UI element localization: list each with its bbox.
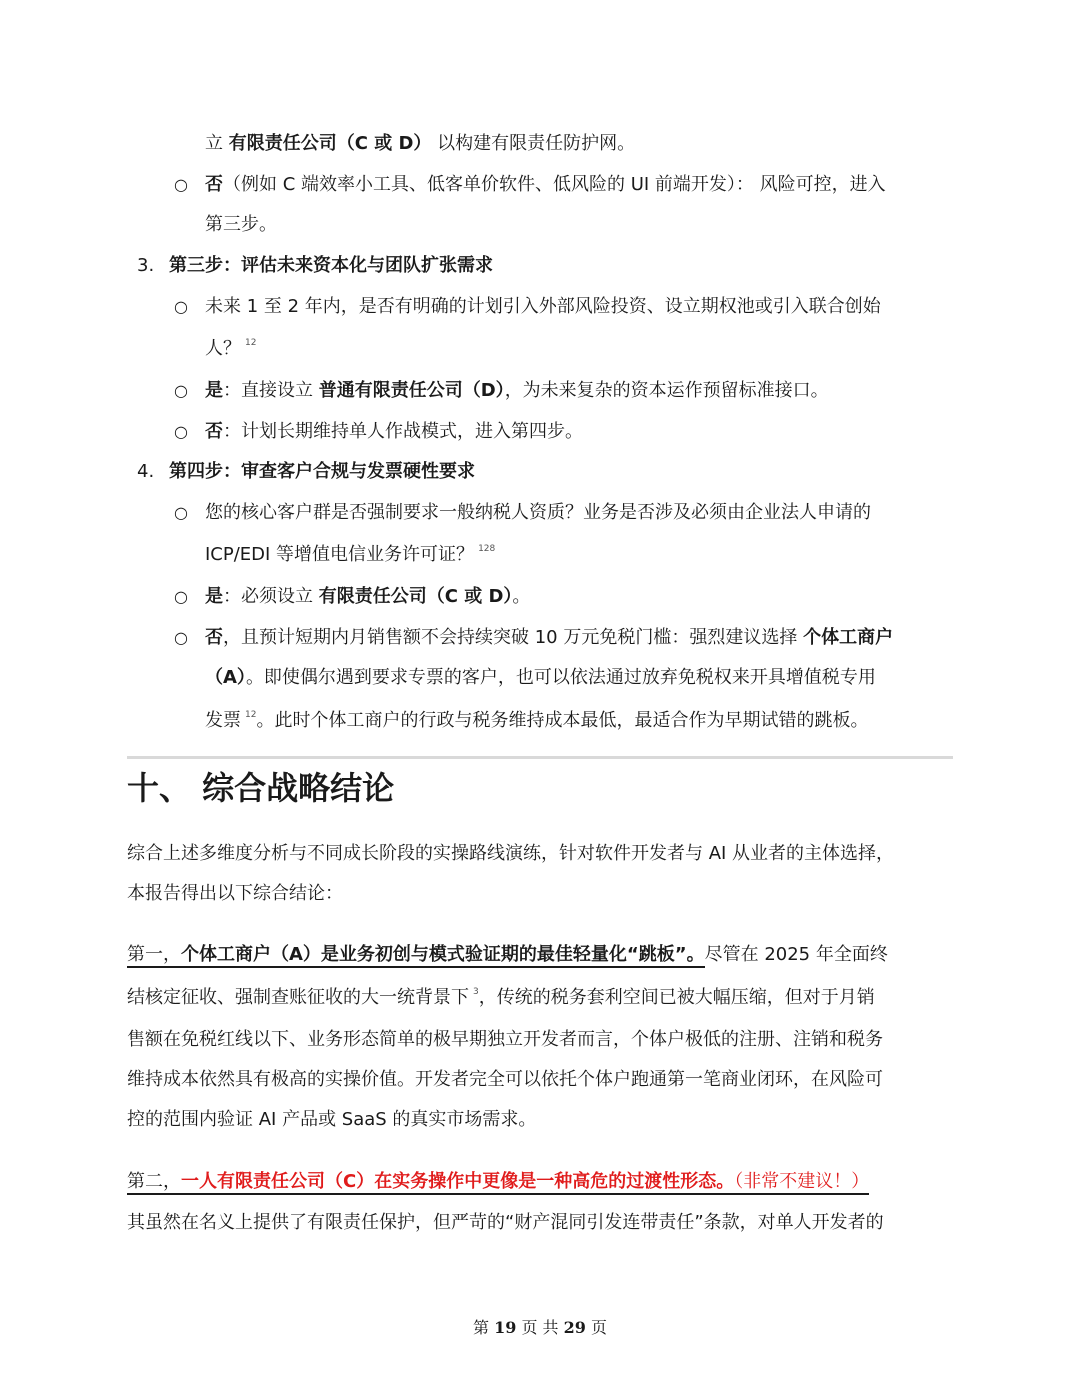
text: ，传统的税务套利空间已被大幅压缩，但对于月销 bbox=[478, 987, 875, 1008]
step4-no-line1 bbox=[205, 626, 893, 650]
text: 。即使偶尔遇到要求专票的客户，也可以依法通过放弃免税权来开具增值税专用 bbox=[245, 667, 876, 688]
p2-line2: 其虽然在名义上提供了有限责任保护，但严苛的“财产混同引发连带责任”条款，对单人开发者的 bbox=[127, 1212, 884, 1233]
p1-line4: 维持成本依然具有极高的实操价值。开发者完全可以依托个体户跑通第一笔商业闭环，在风险可 bbox=[127, 1069, 883, 1090]
step4-title: 第四步：审查客户合规与发票硬性要求 bbox=[169, 461, 475, 482]
citation-ref[interactable]: 128 bbox=[478, 544, 496, 554]
step3-no bbox=[205, 420, 583, 444]
hollow-bullet-icon: ○ bbox=[174, 297, 188, 316]
text: 页 共 bbox=[516, 1318, 564, 1337]
hollow-bullet-icon: ○ bbox=[174, 587, 188, 606]
bold-text: 个体工商户（A）是业务初创与模式验证期的最佳轻量化“跳板”。 bbox=[181, 944, 705, 965]
bold-text: 否 bbox=[205, 421, 223, 442]
text: ，且预计短期内月销售额不会持续突破 10 万元免税门槛：强烈建议选择 bbox=[223, 627, 804, 648]
step3-title: 第三步：评估未来资本化与团队扩张需求 bbox=[169, 255, 493, 276]
hollow-bullet-icon: ○ bbox=[174, 175, 188, 194]
step3-question-line1: 未来 1 至 2 年内，是否有明确的计划引入外部风险投资、设立期权池或引入联合创始 bbox=[205, 296, 881, 317]
step4-question-line1: 您的核心客户群是否强制要求一般纳税人资质？业务是否涉及必须由企业法人申请的 bbox=[205, 502, 871, 523]
text: 。 bbox=[512, 586, 531, 607]
step4-question-line2 bbox=[205, 543, 495, 567]
text: 第 bbox=[473, 1318, 495, 1337]
total-pages: 29 bbox=[563, 1318, 586, 1337]
bold-text: 普通有限责任公司（D） bbox=[318, 380, 505, 401]
step4-yes bbox=[205, 585, 530, 609]
step3-yes bbox=[205, 379, 829, 403]
text: 结核定征收、强制查账征收的大一统背景下 bbox=[127, 987, 469, 1008]
p2-line1 bbox=[127, 1170, 869, 1194]
text: 第二， bbox=[127, 1171, 181, 1192]
text: 。此时个体工商户的行政与税务维持成本最低，最适合作为早期试错的跳板。 bbox=[256, 710, 869, 731]
text: 发票 bbox=[205, 710, 241, 731]
hollow-bullet-icon: ○ bbox=[174, 381, 188, 400]
text: 页 bbox=[585, 1318, 607, 1337]
red-bold-text: 一人有限责任公司（C）在实务操作中更像是一种高危的过渡性形态。 bbox=[181, 1171, 735, 1192]
bold-text: 有限责任公司（C 或 D） bbox=[318, 586, 513, 607]
underlined-lead bbox=[127, 1171, 869, 1195]
step2-no-line1 bbox=[205, 173, 886, 197]
p1-line2 bbox=[127, 986, 875, 1010]
bold-text: 有限责任公司（C 或 D） bbox=[228, 133, 432, 154]
bold-text: 否 bbox=[205, 174, 223, 195]
red-note: （非常不建议！） bbox=[734, 1171, 870, 1192]
list-number: 4. bbox=[137, 461, 155, 482]
step4-no-line2 bbox=[205, 666, 876, 690]
bold-text: 是 bbox=[205, 586, 223, 607]
text: （例如 C 端效率小工具、低客单价软件、低风险的 UI 前端开发）： 风险可控，进入 bbox=[223, 174, 886, 195]
bold-text: （A） bbox=[205, 667, 246, 688]
underlined-lead bbox=[127, 944, 705, 968]
text: 立 bbox=[205, 133, 229, 154]
intro-line1: 综合上述多维度分析与不同成长阶段的实操路线演练，针对软件开发者与 AI 从业者的主体选择， bbox=[127, 843, 895, 864]
text: ：必须设立 bbox=[223, 586, 319, 607]
text: 第一， bbox=[127, 944, 181, 965]
section-divider bbox=[127, 756, 953, 759]
hollow-bullet-icon: ○ bbox=[174, 503, 188, 522]
text: 以构建有限责任防护网。 bbox=[431, 133, 636, 154]
hollow-bullet-icon: ○ bbox=[174, 422, 188, 441]
text: ICP/EDI 等增值电信业务许可证？ bbox=[205, 544, 475, 565]
step2-no-line2: 第三步。 bbox=[205, 214, 277, 235]
p1-line3: 售额在免税红线以下、业务形态简单的极早期独立开发者而言，个体户极低的注册、注销和税务 bbox=[127, 1029, 883, 1050]
text: 尽管在 2025 年全面终 bbox=[704, 944, 888, 965]
text: 人？ bbox=[205, 338, 241, 359]
citation-ref[interactable]: 12 bbox=[245, 338, 257, 348]
p1-line1 bbox=[127, 943, 888, 967]
p1-line5: 控的范围内验证 AI 产品或 SaaS 的真实市场需求。 bbox=[127, 1109, 537, 1130]
citation-ref[interactable]: 3 bbox=[473, 987, 479, 997]
bold-text: 否 bbox=[205, 627, 223, 648]
bold-text: 个体工商户 bbox=[803, 627, 894, 648]
section-heading: 十、 综合战略结论 bbox=[127, 769, 395, 807]
page-footer bbox=[0, 1317, 1080, 1339]
step3-question-line2 bbox=[205, 337, 256, 361]
list-number: 3. bbox=[137, 255, 155, 276]
hollow-bullet-icon: ○ bbox=[174, 628, 188, 647]
text: ：直接设立 bbox=[223, 380, 319, 401]
citation-ref[interactable]: 12 bbox=[245, 710, 257, 720]
text: ，为未来复杂的资本运作预留标准接口。 bbox=[504, 380, 829, 401]
bold-text: 是 bbox=[205, 380, 223, 401]
current-page-number: 19 bbox=[494, 1318, 517, 1337]
step4-no-line3 bbox=[205, 709, 868, 733]
intro-line2: 本报告得出以下综合结论： bbox=[127, 883, 343, 904]
text: ：计划长期维持单人作战模式，进入第四步。 bbox=[223, 421, 583, 442]
step2-continuation bbox=[205, 132, 635, 156]
